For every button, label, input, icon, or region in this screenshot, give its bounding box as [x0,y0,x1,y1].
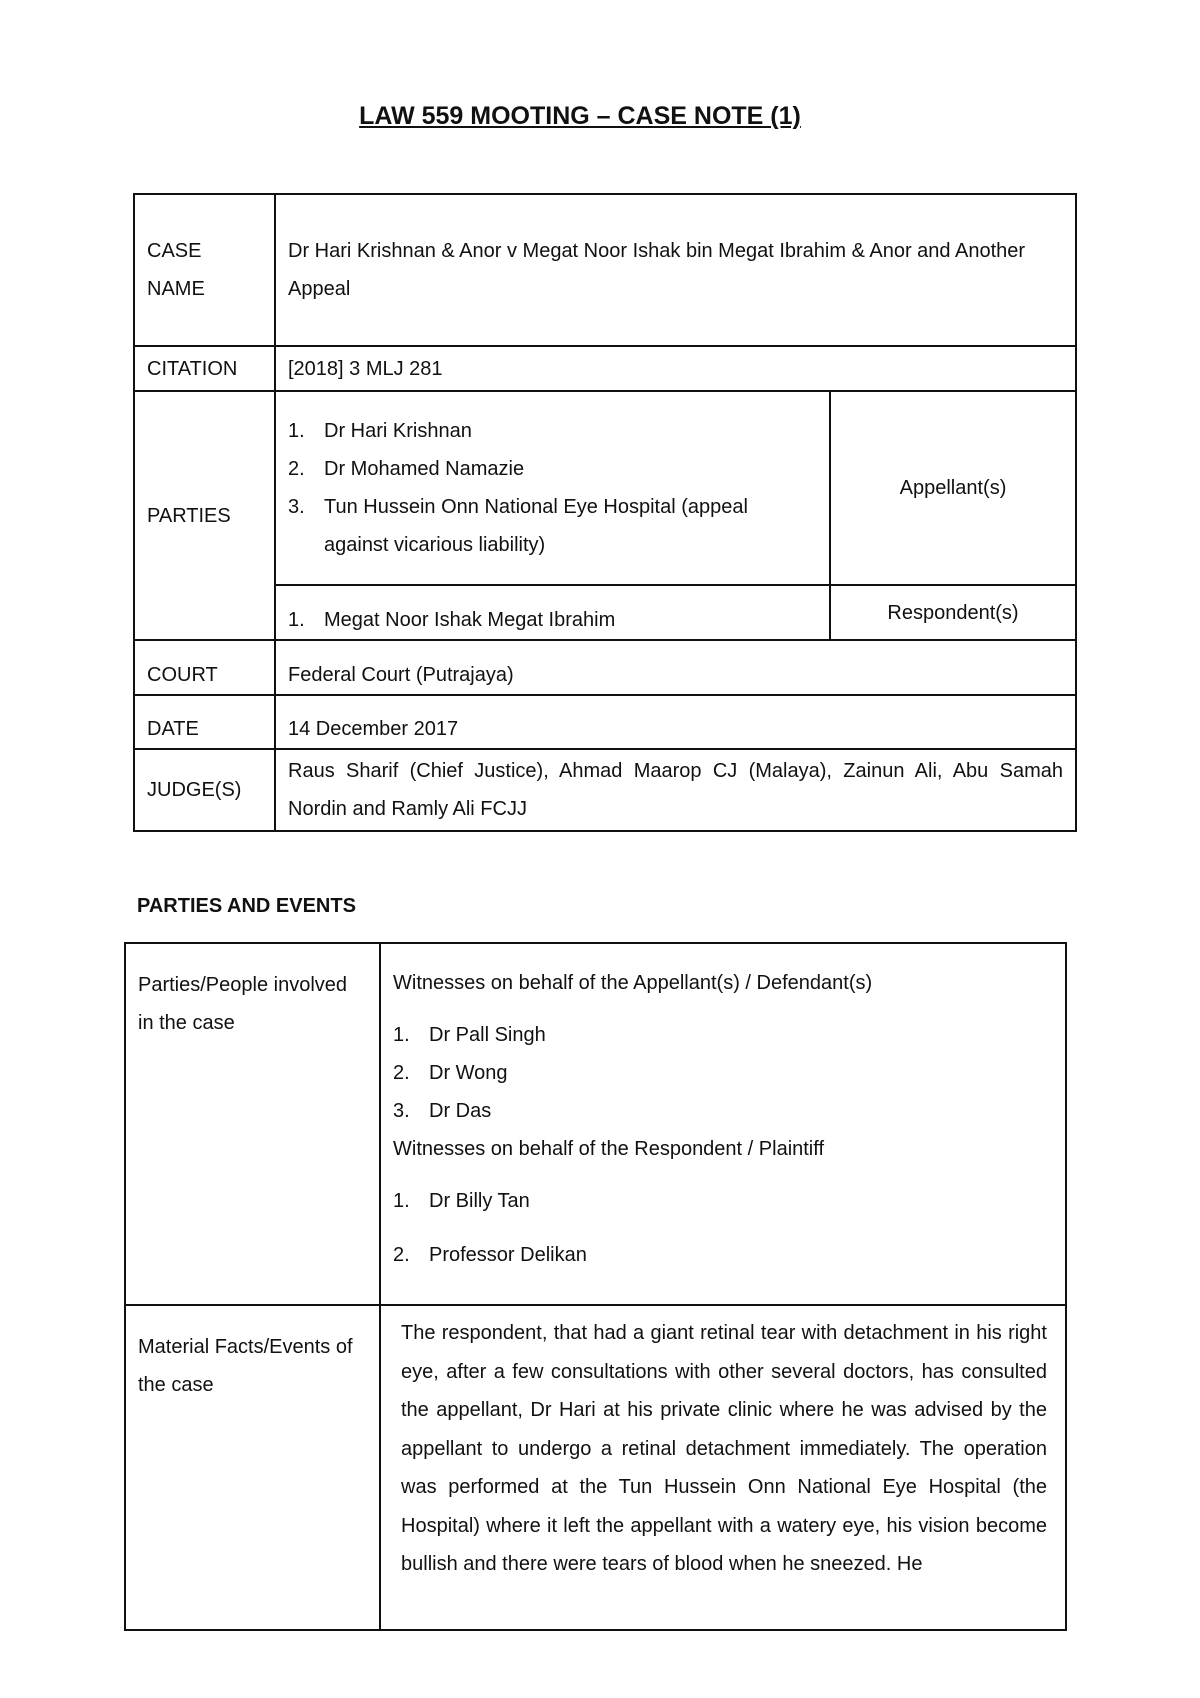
appellant-witness-list [393,1016,1035,1130]
date-label: DATE [134,695,275,749]
appellant-witness-heading: Witnesses on behalf of the Appellant(s) / Defendant(s) [393,972,873,994]
list-item: 1. Dr Pall Singh [393,1024,546,1046]
page-title: LAW 559 MOOTING – CASE NOTE (1) [359,102,801,130]
respondent-list [288,601,817,639]
appellants-row [134,391,1076,585]
judges-value: Raus Sharif (Chief Justice), Ahmad Maarop CJ (Malaya), Zainun Ali, Abu Samah Nordin and Ramly Ali FCJJ [275,749,1076,831]
witness-name: Dr Pall Singh [429,1024,546,1046]
judges-row [134,749,1076,831]
list-item: 3. Tun Hussein Onn National Eye Hospital (appeal against vicarious liability) [288,496,748,556]
court-value: Federal Court (Putrajaya) [275,640,1076,695]
list-item: 1. Dr Hari Krishnan [288,420,472,442]
respondent-witness-list [393,1182,1035,1274]
citation-value: [2018] 3 MLJ 281 [275,346,1076,391]
parties-label: PARTIES [134,391,275,640]
respondent-role-label: Respondent(s) [830,585,1076,640]
date-row [134,695,1076,749]
witness-name: Professor Delikan [429,1244,587,1266]
list-item: 3. Dr Das [393,1100,492,1122]
court-row [134,640,1076,695]
witness-name: Dr Billy Tan [429,1190,530,1212]
court-label: COURT [134,640,275,695]
witness-name: Dr Wong [429,1062,508,1084]
appellant-name: Dr Mohamed Namazie [324,458,525,480]
appellant-name: Tun Hussein Onn National Eye Hospital (appeal against vicarious liability) [324,496,748,556]
parties-people-label: Parties/People involved in the case [125,943,380,1305]
list-item: 1. Megat Noor Ishak Megat Ibrahim [288,609,616,631]
list-item: 2. Professor Delikan [393,1244,587,1266]
case-name-value: Dr Hari Krishnan & Anor v Megat Noor Ishak bin Megat Ibrahim & Anor and Another Appeal [275,194,1076,346]
witnesses-cell [380,943,1066,1305]
date-value: 14 December 2017 [275,695,1076,749]
appellants-cell [275,391,830,585]
witnesses-row [125,943,1066,1305]
list-item: 1. Dr Billy Tan [393,1190,530,1212]
list-item: 2. Dr Mohamed Namazie [288,458,525,480]
facts-row [125,1305,1066,1630]
respondent-witness-heading: Witnesses on behalf of the Respondent / Plaintiff [393,1138,825,1160]
citation-row [134,346,1076,391]
judges-label: JUDGE(S) [134,749,275,831]
list-item: 2. Dr Wong [393,1062,508,1084]
facts-cell [380,1305,1066,1630]
appellant-list [288,412,817,564]
section-heading: PARTIES AND EVENTS [137,895,356,917]
case-name-row [134,194,1076,346]
parties-events-table [124,942,1067,1631]
witness-name: Dr Das [429,1100,492,1122]
appellant-role-label: Appellant(s) [830,391,1076,585]
material-facts-text: The respondent, that had a giant retinal tear with detachment in his right eye, after a few consultations with other several doctors, has consulted the appellant, Dr Hari at his private clinic where he was advised by the appellant to undergo a retinal detachment immediately. The operation was performed at the Tun Hussein Onn National Eye Hospital (the Hospital) where it left the appellant with a watery eye, his vision become bullish and there were tears of blood when he sneezed. He [401,1322,1047,1575]
case-name-label: CASE NAME [134,194,275,346]
respondents-row [134,585,1076,640]
respondents-cell [275,585,830,640]
respondent-name: Megat Noor Ishak Megat Ibrahim [324,609,616,631]
material-facts-label: Material Facts/Events of the case [125,1305,380,1630]
case-summary-table [133,193,1077,832]
appellant-name: Dr Hari Krishnan [324,420,472,442]
citation-label: CITATION [134,346,275,391]
